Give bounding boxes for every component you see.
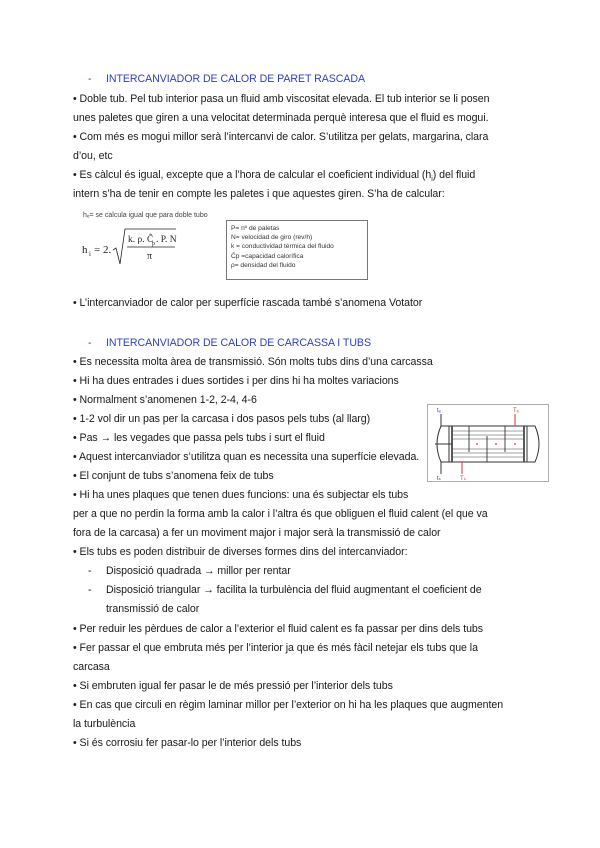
list-item: • Aquest intercanviador s’utilitza quan es necessita una superfície elevada. — [73, 451, 420, 463]
legend-item: N= velocidad de giro (rev/h) — [231, 234, 313, 242]
list-item: • El conjunt de tubs s’anomena feix de tubs — [73, 470, 274, 482]
list-item: • Els tubs es poden distribuir de diverses formes dins del intercanviador: — [73, 546, 408, 558]
calc-line-pre: • Es càlcul és igual, excepte que a l’hora de calcular el coeficient individual (h — [73, 169, 432, 181]
label-right-top: Tₑ — [513, 408, 519, 414]
list-item: carcasa — [73, 661, 110, 673]
formula-lhs: h — [82, 244, 88, 256]
list-item: la turbulència — [73, 718, 136, 730]
paragraph-line: intern s’ha de tenir en compte les paletes i que aquestes giren. S’ha de calcular: — [73, 188, 445, 200]
list-item: • Hi ha dues entrades i dues sortides i per dins hi ha moltes variacions — [73, 375, 399, 387]
list-item: • Normalment s’anomenen 1-2, 2-4, 4-6 — [73, 394, 257, 406]
section1-title: INTERCANVIADOR DE CALOR DE PARET RASCADA — [106, 73, 365, 85]
list-item: • Si embruten igual fer pasar le de més pressió per l’interior dels tubs — [73, 680, 393, 692]
list-item: • Es necessita molta àrea de transmissió. Són molts tubs dins d’una carcassa — [73, 356, 433, 368]
section1-dash: - — [88, 73, 92, 85]
label-right-bottom: tₛ — [437, 476, 441, 482]
calc-line-post: ) del fluid — [432, 169, 476, 181]
legend-item: Ĉp =capacidad calorífica — [231, 252, 304, 260]
list-item: • Fer passar el que embruta més per l’interior ja que és més fàcil netejar els tubs que la — [73, 642, 478, 654]
paragraph-line: • L’intercanviador de calor per superfície rascada també s’anomena Votator — [73, 297, 423, 309]
sub-list-dash: - — [88, 584, 92, 596]
list-item: fora de la carcasa) a fer un moviment major i major serà la transmissió de calor — [73, 527, 441, 539]
paragraph-line: unes paletes que giren a una velocitat determinada perquè interesa que el fluid es mogui. — [73, 112, 489, 124]
formula-numerator-sub: p — [152, 241, 155, 247]
label-left-bottom: Tₛ — [460, 476, 466, 482]
calc-line-sub: i — [431, 176, 433, 184]
diagram-frame — [428, 405, 549, 482]
legend-box — [226, 220, 368, 280]
sub-list-dash: - — [88, 565, 92, 577]
shell-tube-diagram — [427, 404, 549, 482]
legend-item: ρ= densidad del fluido — [231, 261, 296, 269]
paragraph-line: • Com més es mogui millor serà l’intercanvi de calor. S’utilitza per gelats, margarina, clara — [73, 131, 489, 143]
formula-note: hₑ= se calcula igual que para doble tubo — [83, 212, 208, 219]
list-item: per a que no perdin la forma amb la calor i l’altra és que obliguen el fluid calent (el que va — [73, 508, 488, 520]
list-item: • Per reduir les pèrdues de calor a l’exterior el fluid calent es fa passar per dins dels tubs — [73, 623, 484, 635]
formula-denominator: π — [147, 251, 153, 262]
list-item: • Pas → les vegades que passa pels tubs i surt el fluid — [73, 432, 325, 444]
legend-item: k = conductividad térmica del fluido — [231, 243, 334, 251]
label-left-top: tₑ — [437, 408, 441, 414]
list-item: • Si és corrosiu fer pasar-lo per l’interior dels tubs — [73, 737, 302, 749]
paragraph-line: d’ou, etc — [73, 150, 113, 162]
sub-list-text: Disposició triangular → facilita la turbulència del fluid augmentant el coeficient de — [106, 584, 482, 596]
formula-image — [80, 226, 210, 270]
paragraph-line: • Doble tub. Pel tub interior pasa un fluid amb viscositat elevada. El tub interior se li posen — [73, 93, 490, 105]
sub-list-text: transmissió de calor — [106, 603, 200, 615]
section2-title: INTERCANVIADOR DE CALOR DE CARCASSA I TUBS — [106, 337, 371, 349]
formula-numerator-post: . P. N — [156, 235, 177, 245]
list-item: • Hi ha unes plaques que tenen dues funcions: una és subjectar els tubs — [73, 489, 409, 501]
list-item: • 1-2 vol dir un pas per la carcasa i dos pasos pels tubs (al llarg) — [73, 413, 371, 425]
formula-lhs-sub: i — [89, 250, 91, 258]
legend-item: P= nº de paletas — [231, 225, 280, 232]
formula-equals: = 2. — [94, 244, 112, 256]
list-item: • En cas que circuli en règim laminar millor per l’exterior on hi ha les plaques que augmenten — [73, 699, 504, 711]
formula-numerator: k. ρ. Ĉ — [128, 235, 154, 245]
section2-dash: - — [88, 337, 92, 349]
sub-list-text: Disposició quadrada → millor per rentar — [106, 565, 291, 577]
calc-line — [73, 168, 475, 187]
